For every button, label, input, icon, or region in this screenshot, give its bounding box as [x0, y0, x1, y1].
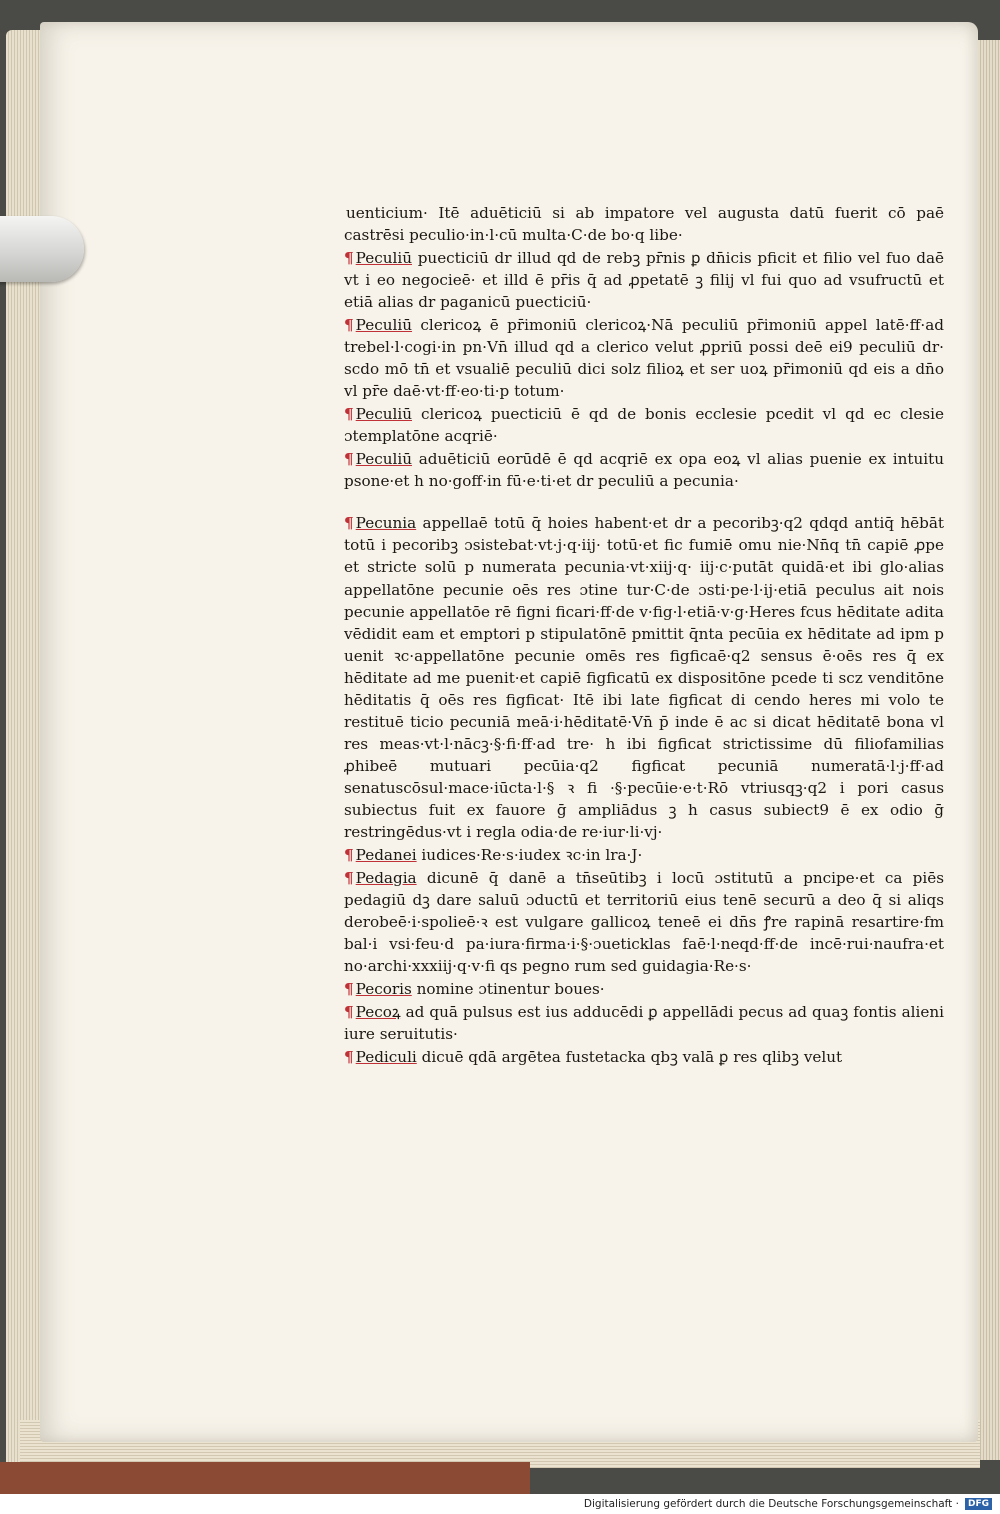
entry-headword: Peculiū — [355, 249, 412, 268]
paragraph-mark: ¶ — [344, 980, 354, 999]
entry-text: dicuē qdā argētea fustetacka qbꝫ valā ꝑ res qlibꝫ velut — [416, 1048, 843, 1067]
paragraph-mark: ¶ — [344, 845, 354, 864]
entry-headword: Peculiū — [355, 405, 412, 424]
paragraph-mark: ¶ — [344, 405, 354, 424]
entry-text: clericoꝝ ē pr̄imoniū clericoꝝ·Nā peculiū pr̄imoniū appel latē·ff·ad trebel·l·cogi·in pn·Vn̄ illud qd a clerico velut ꝓpriū possi deē ei9 peculiū dr· scdo mō tn̄ et vsualiē peculiū dici solz filioꝝ et ser uoꝝ pr̄imoniū qd eis a dn̄o vl pr̄e daē·vt·ff·eo·ti·p totum· — [344, 316, 944, 401]
text-entry — [344, 1001, 944, 1045]
text-entry — [344, 403, 944, 447]
footer — [0, 1494, 1000, 1514]
entry-text: clericoꝝ puecticiū ē qd de bonis ecclesie pcedit vl qd ec clesie ɔtemplatōne acqriē· — [344, 405, 944, 446]
dfg-logo: DFG — [965, 1498, 992, 1510]
text-entry — [344, 1046, 944, 1068]
paragraph-mark: ¶ — [344, 450, 354, 469]
text-entry — [344, 844, 944, 866]
entry-headword: Pedanei — [355, 845, 417, 864]
paragraph-mark: ¶ — [344, 1048, 354, 1067]
entry-text: uenticium· Itē aduēticiū si ab impatore vel augusta datū fuerit cō paē castrēsi peculio·in·l·cū multa·C·de bo·q libe· — [344, 204, 944, 245]
book-binding — [0, 1462, 530, 1494]
entry-headword: Pecoris — [355, 980, 412, 999]
entry-text: dicunē q̄ danē a tn̄seūtibꝫ i locū ɔstitutū a pncipe·et ca piēs pedagiū dꝫ dare saluū ɔductū et territoriū eius tenē securū a deo q̄ si aliqs derobeē·i·spolieē·ꝛ est vulgare gallicoꝝ teneē ei dn̄s ꝭre rapinā resartire·fm bal·i vsi·feu·d pa·iura·firma·i·§·ɔueticklas faē·l·neqd·ff·de incē·rui·naufra·et no·archi·xxxiij·q·v·fi qs pegno rum sed guidagia·Re·s· — [344, 868, 944, 976]
paragraph-mark: ¶ — [344, 249, 354, 268]
text-entry — [344, 448, 944, 492]
entry-headword: Pecunia — [355, 514, 417, 533]
text-entry — [344, 978, 944, 1000]
entry-headword: Peculiū — [355, 316, 412, 335]
entry-headword: Peculiū — [355, 450, 412, 469]
entry-text: aduēticiū eorūdē ē qd acqriē ex opa eoꝝ vl alias puenie ex intuitu psone·et h no·goff·in fū·e·ti·et dr peculiū a pecunia· — [344, 450, 944, 491]
paragraph-mark: ¶ — [344, 1003, 354, 1022]
entry-text: ad quā pulsus est ius adducēdi ꝑ appellādi pecus ad quaꝫ fontis alieni iure seruitutis· — [344, 1003, 944, 1044]
entry-headword: Pecoꝝ — [355, 1003, 401, 1022]
text-entry — [344, 314, 944, 402]
text-entry — [344, 867, 944, 977]
page-clip — [0, 216, 84, 282]
entry-text: nomine ɔtinentur boues· — [411, 980, 605, 999]
paragraph-mark: ¶ — [344, 316, 354, 335]
entry-text: iudices·Re·s·iudex ꝛc·in lra·J· — [416, 845, 643, 864]
paragraph-mark: ¶ — [344, 514, 354, 533]
right-page-edges — [978, 40, 1000, 1460]
text-entry — [344, 247, 944, 313]
text-column — [344, 202, 944, 1069]
entry-text: puecticiū dr illud qd de rebꝫ pr̄nis ꝑ dn̄icis pficit et filio vel fuo daē vt i eo negocieē· et illd ē pr̄is q̄ ad ꝓpetatē ꝫ filij vl fui quo ad vsufructū et etiā alias dr paganicū puecticiū· — [344, 249, 944, 312]
entry-headword: Pedagia — [355, 868, 417, 887]
entry-text: appellaē totū q̄ hoies habent·et dr a pecoribꝫ·q2 qdqd antiq̄ hēbāt totū i pecoribꝫ ɔsistebat·vt·j·q·iij· totū·et fic fumiē omu nie·Nn̄q tn̄ capiē ꝓpe et stricte solū p numerata pecunia·vt·xiij·q· iij·c·putāt quidā·et ibi glo·alias appellatōne pecunie oēs res ɔtine tur·C·de ɔsti·pe·l·ij·etiā peculus ait nois pecunie appellatōe rē figni ficari·ff·de v·fig·l·etiā·v·g·Heres fcus hēditate adita vēdidit eam et emptori p stipulatōnē pmittit q̄nta pecūia ex hēditate ad ipm p uenit ꝛc·appellatōne pecunie omēs res figficaē·q2 sensus ē·oēs res q̄ ex hēditate ad me puenit·et capiē figficatū ex dispositōne pcede ti scz venditōne hēditatis q̄ oēs res figficat· Itē ibi late figficat di cendo heres mi volo te restituē ticio pecuniā meā·i·hēditatē·Vn̄ p̄ inde ē ac si dicat hēditatē bona vl res meas·vt·l·nācꝫ·§·fi·ff·ad tre· h ibi figficat strictissime dū filiofamilias ꝓhibeē mutuari pecūia·q2 figficat pecuniā numeratā·l·j·ff·ad senatuscōsul·mace·iūcta·l·§ ꝛ fi ·§·pecūie·e·t·Rō vtriusqꝫ·q2 i pori casus subiectus fuit ex fauore ḡ ampliādus ꝫ h casus subiect9 ē ex odio ḡ restringēdus·vt i regla odia·de re·iur·li·vj· — [344, 514, 944, 841]
book-page — [40, 22, 978, 1442]
text-entry — [344, 202, 944, 246]
entry-headword: Pediculi — [355, 1048, 417, 1067]
footer-credit: Digitalisierung gefördert durch die Deutsche Forschungsgemeinschaft · — [583, 1498, 959, 1510]
paragraph-mark: ¶ — [344, 868, 354, 887]
text-entry — [344, 512, 944, 842]
